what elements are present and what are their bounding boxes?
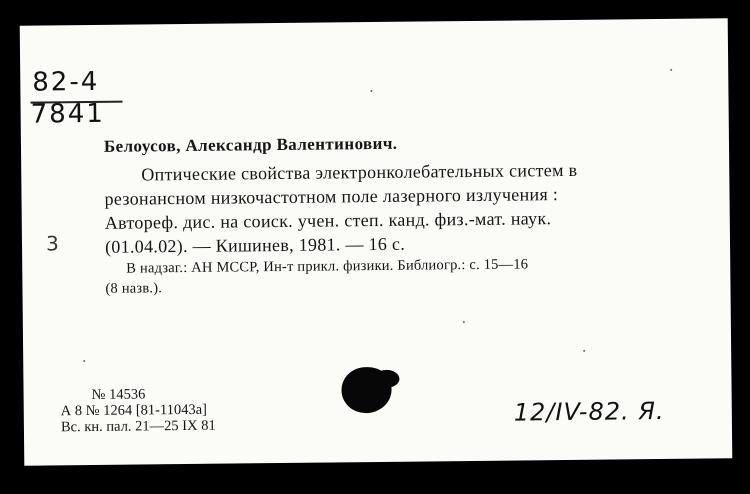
catalog-card xyxy=(20,18,733,465)
book-chamber-line: Вс. кн. пал. 21—25 IX 81 xyxy=(60,417,216,436)
handwritten-date: 12/IV-82. Я. xyxy=(513,396,665,427)
ink-blot-edge xyxy=(373,370,399,388)
title-line-1: Оптические свойства электронколебательных систем в xyxy=(141,159,578,185)
author-heading: Белоусов, Александр Валентинович. xyxy=(103,133,398,156)
side-mark: 3 xyxy=(45,231,59,256)
speck xyxy=(463,321,465,323)
speck xyxy=(370,90,372,92)
registry-number: № 14536 xyxy=(91,386,146,403)
title-line-4: (01.04.02). — Кишинев, 1981. — 16 с. xyxy=(104,233,406,257)
title-line-2: резонансном низкочастотном поле лазерного излучения : xyxy=(104,184,559,209)
call-number-line2: 7841 xyxy=(30,98,105,130)
registry-code: А 8 № 1264 [81-11043а] xyxy=(60,401,208,420)
speck xyxy=(670,69,672,71)
note-line-2: (8 назв.). xyxy=(105,280,163,297)
note-line-1: В надзаг.: АН МССР, Ин-т прикл. физики. Библиогр.: с. 15—16 xyxy=(126,256,529,277)
speck xyxy=(83,360,85,362)
speck xyxy=(583,350,585,352)
call-number-line1: 82-4 xyxy=(32,66,100,98)
title-line-3: Автореф. дис. на соиск. учен. степ. канд. физ.-мат. наук. xyxy=(104,208,552,233)
